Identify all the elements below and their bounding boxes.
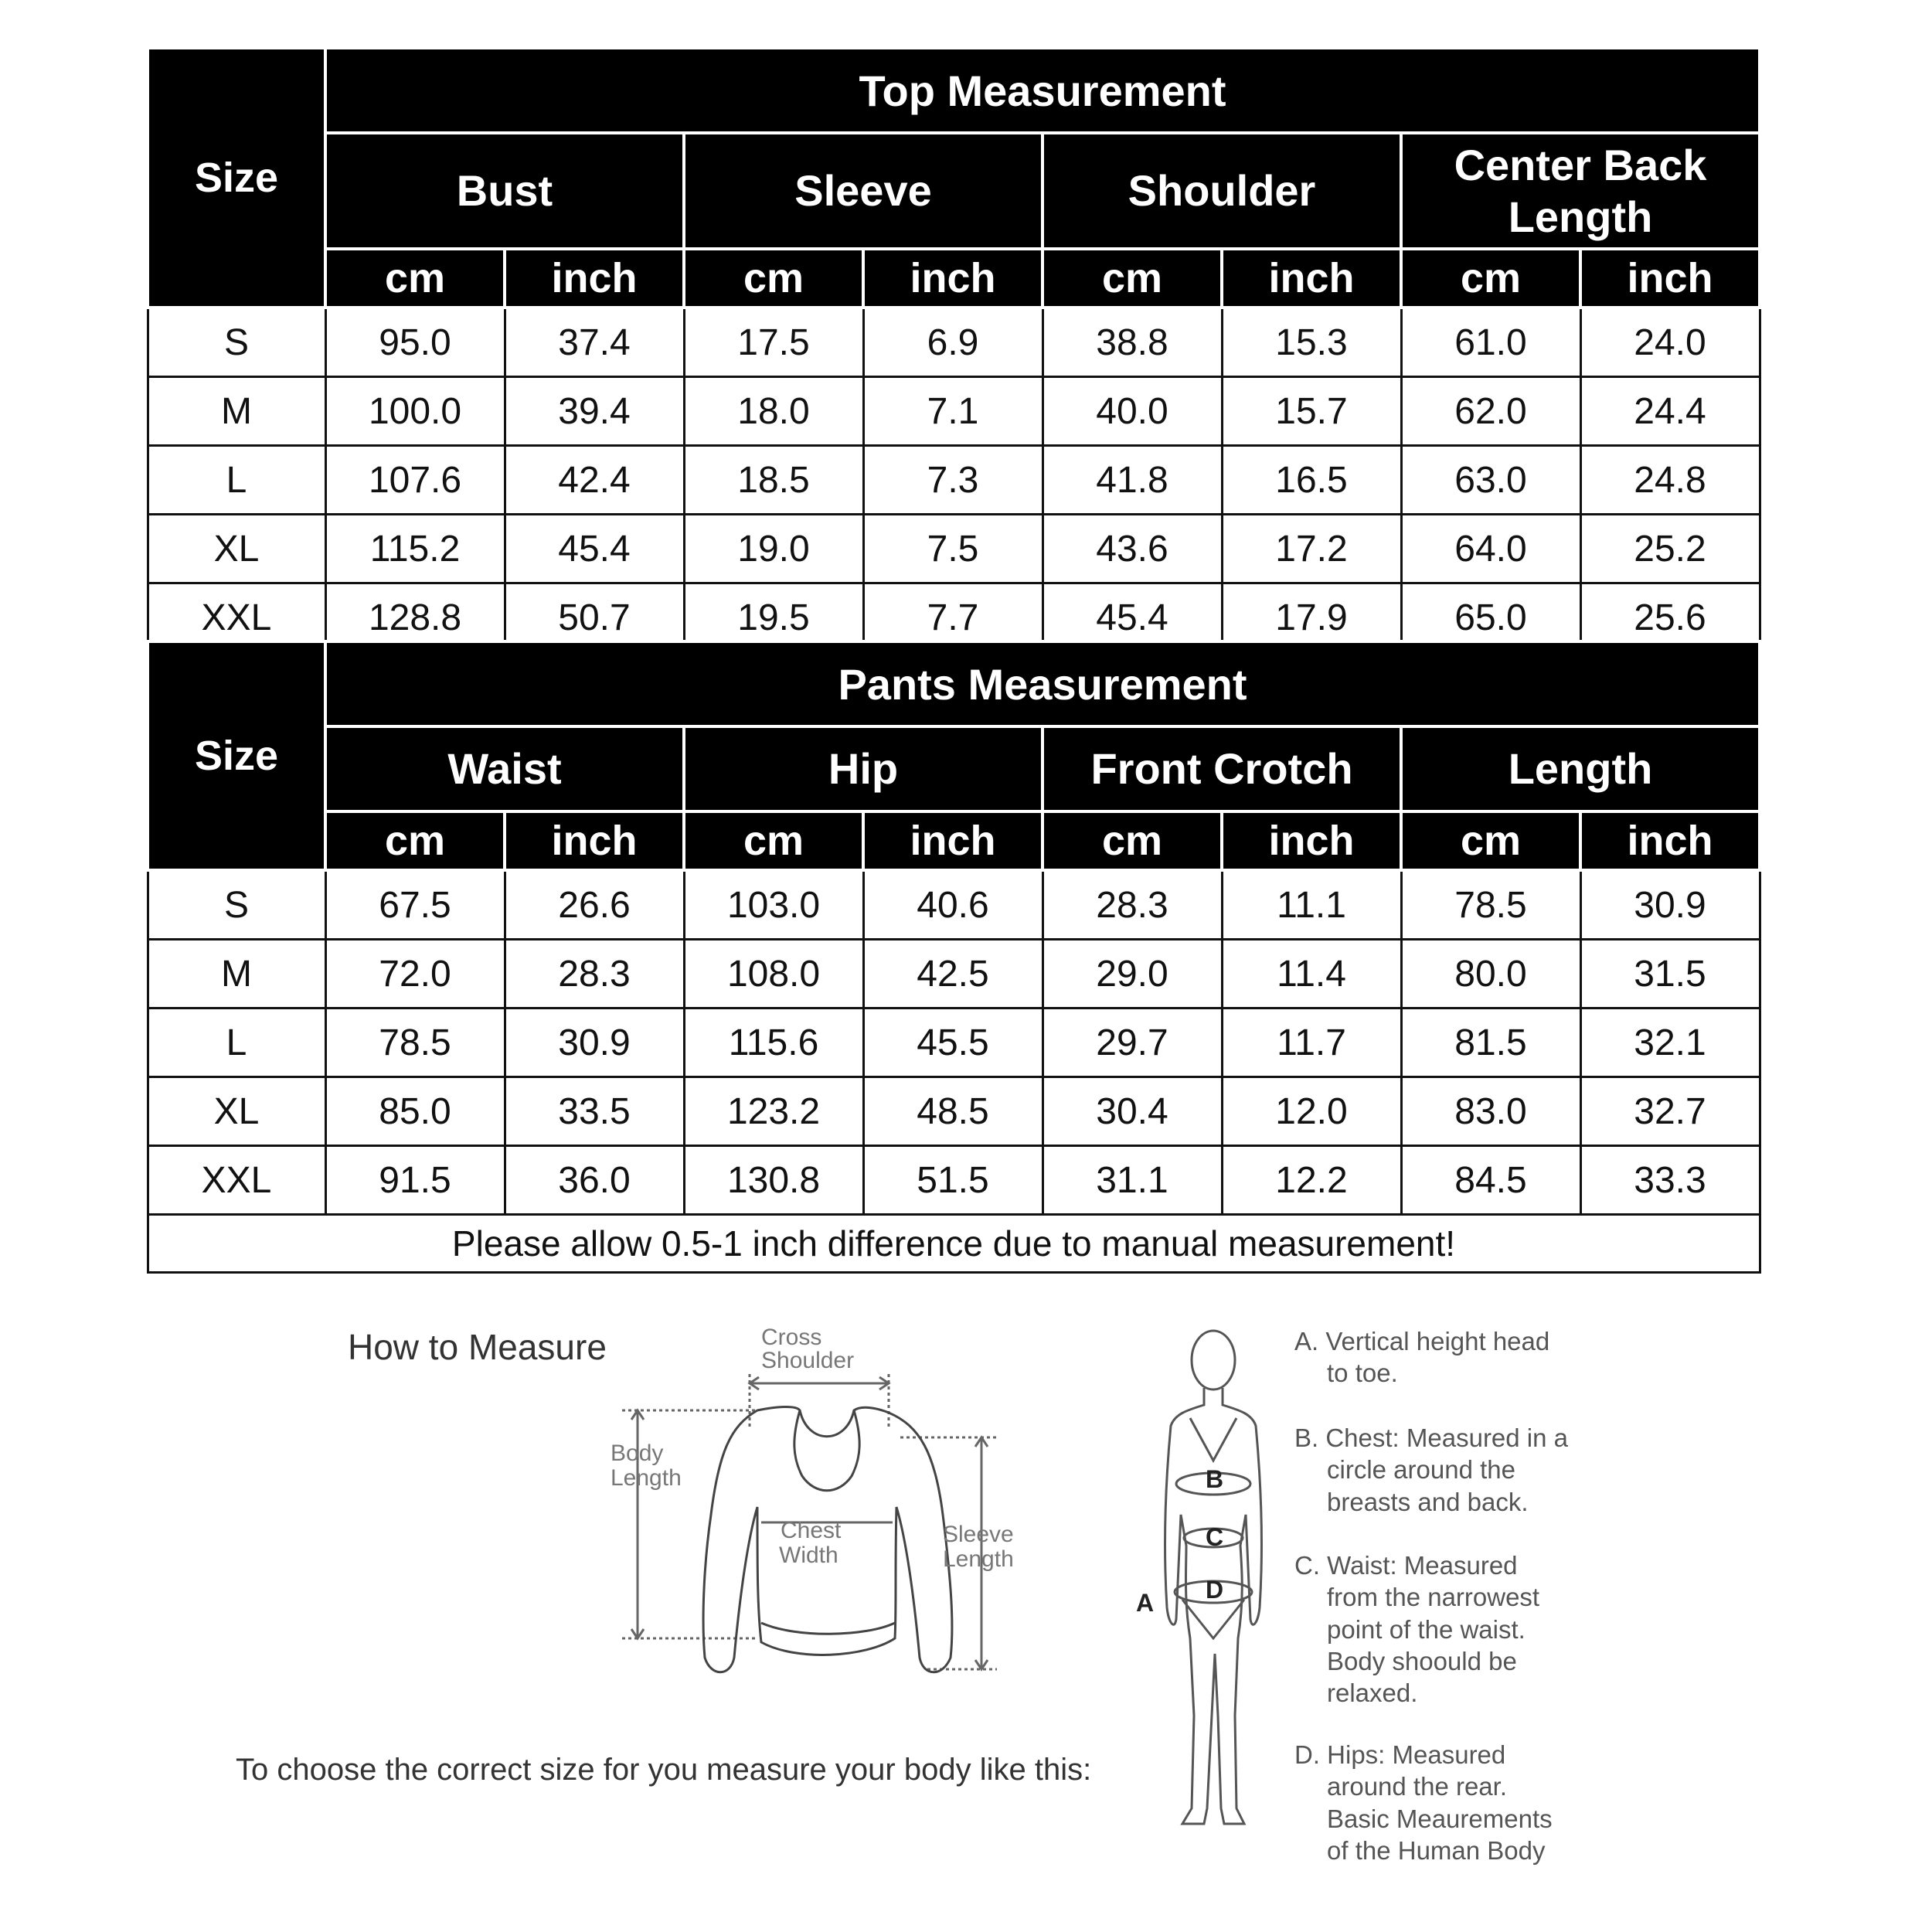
bust-header: Bust (325, 133, 684, 249)
size-cell: XL (148, 1077, 325, 1146)
unit-header: cm (325, 249, 505, 308)
legend-line: Basic Meaurements (1327, 1804, 1553, 1833)
measurement-cell: 84.5 (1401, 1146, 1580, 1215)
measurement-cell: 18.5 (684, 446, 863, 515)
measurement-cell: 32.7 (1580, 1077, 1760, 1146)
measurement-cell: 28.3 (505, 940, 684, 1009)
measurement-cell: 78.5 (1401, 870, 1580, 940)
measurement-cell: 18.0 (684, 377, 863, 446)
size-header: Size (148, 48, 325, 308)
measurement-cell: 25.2 (1580, 515, 1760, 583)
body-length-label: Length (611, 1465, 682, 1491)
measurement-cell: 65.0 (1401, 583, 1580, 652)
measurement-cell: 15.7 (1222, 377, 1401, 446)
legend-line: C. Waist: Measured (1294, 1551, 1518, 1580)
measurement-cell: 30.9 (505, 1009, 684, 1077)
measurement-cell: 43.6 (1043, 515, 1222, 583)
measurement-note: Please allow 0.5-1 inch difference due to manual measurement! (148, 1215, 1760, 1273)
size-cell: S (148, 308, 325, 377)
size-cell: XL (148, 515, 325, 583)
legend-line: A. Vertical height head (1294, 1327, 1550, 1355)
measurement-cell: 12.0 (1222, 1077, 1401, 1146)
measurement-cell: 19.5 (684, 583, 863, 652)
unit-header: inch (1222, 249, 1401, 308)
cross-shoulder-label: Shoulder (761, 1348, 855, 1373)
unit-header: cm (684, 249, 863, 308)
measurement-cell: 7.5 (863, 515, 1043, 583)
chest-width-label: Chest (781, 1518, 842, 1543)
legend-line: B. Chest: Measured in a (1294, 1423, 1569, 1452)
legend-line: D. Hips: Measured (1294, 1740, 1506, 1769)
measurement-cell: 50.7 (505, 583, 684, 652)
measurement-cell: 128.8 (325, 583, 505, 652)
body-figure-diagram (1128, 1314, 1283, 1870)
chest-width-label: Width (779, 1543, 838, 1568)
measurement-cell: 85.0 (325, 1077, 505, 1146)
unit-header: cm (1401, 811, 1580, 870)
legend-b (1294, 1422, 1665, 1518)
unit-header: inch (1580, 811, 1760, 870)
unit-header: inch (505, 249, 684, 308)
measurement-cell: 78.5 (325, 1009, 505, 1077)
measurement-cell: 42.5 (863, 940, 1043, 1009)
table-row (148, 1009, 1760, 1077)
measurement-cell: 81.5 (1401, 1009, 1580, 1077)
measurement-cell: 37.4 (505, 308, 684, 377)
measurement-cell: 11.7 (1222, 1009, 1401, 1077)
how-to-measure-title: How to Measure (348, 1327, 607, 1367)
measurement-cell: 48.5 (863, 1077, 1043, 1146)
measurement-cell: 63.0 (1401, 446, 1580, 515)
table-row (148, 1077, 1760, 1146)
unit-header: cm (1043, 249, 1222, 308)
measurement-cell: 130.8 (684, 1146, 863, 1215)
measurement-cell: 29.7 (1043, 1009, 1222, 1077)
body-length-label: Body (611, 1440, 664, 1466)
unit-header: cm (684, 811, 863, 870)
measurement-cell: 11.4 (1222, 940, 1401, 1009)
legend-line: breasts and back. (1327, 1487, 1529, 1516)
measurement-cell: 19.0 (684, 515, 863, 583)
measurement-cell: 25.6 (1580, 583, 1760, 652)
measurement-cell: 45.4 (505, 515, 684, 583)
measurement-cell: 31.5 (1580, 940, 1760, 1009)
top-measurement-title: Top Measurement (325, 48, 1760, 133)
body-letter-c: C (1206, 1523, 1224, 1551)
top-measurement-table (146, 46, 1761, 653)
unit-header: inch (1580, 249, 1760, 308)
measurement-cell: 45.4 (1043, 583, 1222, 652)
measurement-cell: 115.2 (325, 515, 505, 583)
measurement-cell: 17.5 (684, 308, 863, 377)
measurement-cell: 11.1 (1222, 870, 1401, 940)
table-row (148, 377, 1760, 446)
measurement-cell: 40.0 (1043, 377, 1222, 446)
legend-line: to toe. (1327, 1359, 1398, 1388)
measurement-cell: 72.0 (325, 940, 505, 1009)
shoulder-header: Shoulder (1043, 133, 1401, 249)
measurement-cell: 123.2 (684, 1077, 863, 1146)
size-cell: L (148, 446, 325, 515)
measurement-cell: 107.6 (325, 446, 505, 515)
measurement-cell: 108.0 (684, 940, 863, 1009)
measurement-cell: 36.0 (505, 1146, 684, 1215)
measurement-cell: 38.8 (1043, 308, 1222, 377)
measurement-cell: 7.1 (863, 377, 1043, 446)
unit-header: inch (863, 249, 1043, 308)
front-crotch-header: Front Crotch (1043, 726, 1401, 811)
measurement-cell: 115.6 (684, 1009, 863, 1077)
unit-header: cm (325, 811, 505, 870)
measurement-cell: 64.0 (1401, 515, 1580, 583)
unit-header: inch (863, 811, 1043, 870)
sleeve-length-label: Sleeve (943, 1522, 1014, 1547)
size-cell: S (148, 870, 325, 940)
table-row (148, 940, 1760, 1009)
size-cell: M (148, 940, 325, 1009)
sleeve-length-label: Length (943, 1546, 1014, 1572)
measurement-cell: 39.4 (505, 377, 684, 446)
size-cell: XXL (148, 1146, 325, 1215)
legend-c (1294, 1549, 1665, 1709)
measurement-cell: 6.9 (863, 308, 1043, 377)
measurement-cell: 30.4 (1043, 1077, 1222, 1146)
measurement-cell: 91.5 (325, 1146, 505, 1215)
legend-d (1294, 1739, 1665, 1866)
pants-measurement-table (146, 640, 1761, 1274)
measurement-cell: 100.0 (325, 377, 505, 446)
cross-shoulder-label: Cross (761, 1325, 822, 1350)
measurement-cell: 62.0 (1401, 377, 1580, 446)
measurement-cell: 24.8 (1580, 446, 1760, 515)
measurement-cell: 29.0 (1043, 940, 1222, 1009)
body-letter-d: D (1206, 1576, 1224, 1604)
legend-line: of the Human Body (1327, 1835, 1546, 1865)
sleeve-header: Sleeve (684, 133, 1043, 249)
measurement-cell: 24.4 (1580, 377, 1760, 446)
table-row (148, 308, 1760, 377)
measurement-cell: 28.3 (1043, 870, 1222, 940)
measurement-cell: 16.5 (1222, 446, 1401, 515)
measurement-cell: 33.3 (1580, 1146, 1760, 1215)
measurement-cell: 15.3 (1222, 308, 1401, 377)
unit-header: cm (1401, 249, 1580, 308)
measurement-cell: 67.5 (325, 870, 505, 940)
legend-line: point of the waist. (1327, 1614, 1526, 1644)
measurement-cell: 61.0 (1401, 308, 1580, 377)
measurement-cell: 80.0 (1401, 940, 1580, 1009)
measurement-cell: 7.7 (863, 583, 1043, 652)
legend-line: around the rear. (1327, 1772, 1507, 1801)
measurement-cell: 31.1 (1043, 1146, 1222, 1215)
table-row (148, 1146, 1760, 1215)
measurement-cell: 17.2 (1222, 515, 1401, 583)
legend-line: from the narrowest (1327, 1583, 1540, 1612)
measurement-cell: 24.0 (1580, 308, 1760, 377)
center-back-length-header: Center Back Length (1401, 133, 1760, 249)
measurement-cell: 30.9 (1580, 870, 1760, 940)
legend-line: Body shoould be (1327, 1646, 1517, 1675)
unit-header: inch (1222, 811, 1401, 870)
table-row (148, 515, 1760, 583)
measurement-cell: 51.5 (863, 1146, 1043, 1215)
size-cell: L (148, 1009, 325, 1077)
size-cell: XXL (148, 583, 325, 652)
body-letter-b: B (1206, 1465, 1224, 1493)
measurement-cell: 12.2 (1222, 1146, 1401, 1215)
waist-header: Waist (325, 726, 684, 811)
measurement-cell: 42.4 (505, 446, 684, 515)
unit-header: inch (505, 811, 684, 870)
body-letter-a: A (1136, 1589, 1155, 1617)
size-header: Size (148, 641, 325, 870)
measurement-cell: 17.9 (1222, 583, 1401, 652)
unit-header: cm (1043, 811, 1222, 870)
choose-size-instruction: To choose the correct size for you measure your body like this: (236, 1753, 1092, 1787)
pants-measurement-title: Pants Measurement (325, 641, 1760, 726)
legend-line: relaxed. (1327, 1679, 1418, 1707)
measurement-cell: 33.5 (505, 1077, 684, 1146)
table-row (148, 446, 1760, 515)
legend-line: circle around the (1327, 1455, 1515, 1485)
measurement-cell: 83.0 (1401, 1077, 1580, 1146)
size-cell: M (148, 377, 325, 446)
hip-header: Hip (684, 726, 1043, 811)
measurement-cell: 45.5 (863, 1009, 1043, 1077)
legend-a (1294, 1325, 1665, 1389)
measurement-cell: 95.0 (325, 308, 505, 377)
measurement-cell: 26.6 (505, 870, 684, 940)
length-header: Length (1401, 726, 1760, 811)
table-row (148, 870, 1760, 940)
measurement-cell: 7.3 (863, 446, 1043, 515)
measurement-cell: 103.0 (684, 870, 863, 940)
shirt-diagram (603, 1314, 1051, 1700)
measurement-cell: 40.6 (863, 870, 1043, 940)
measurement-cell: 41.8 (1043, 446, 1222, 515)
measurement-cell: 32.1 (1580, 1009, 1760, 1077)
